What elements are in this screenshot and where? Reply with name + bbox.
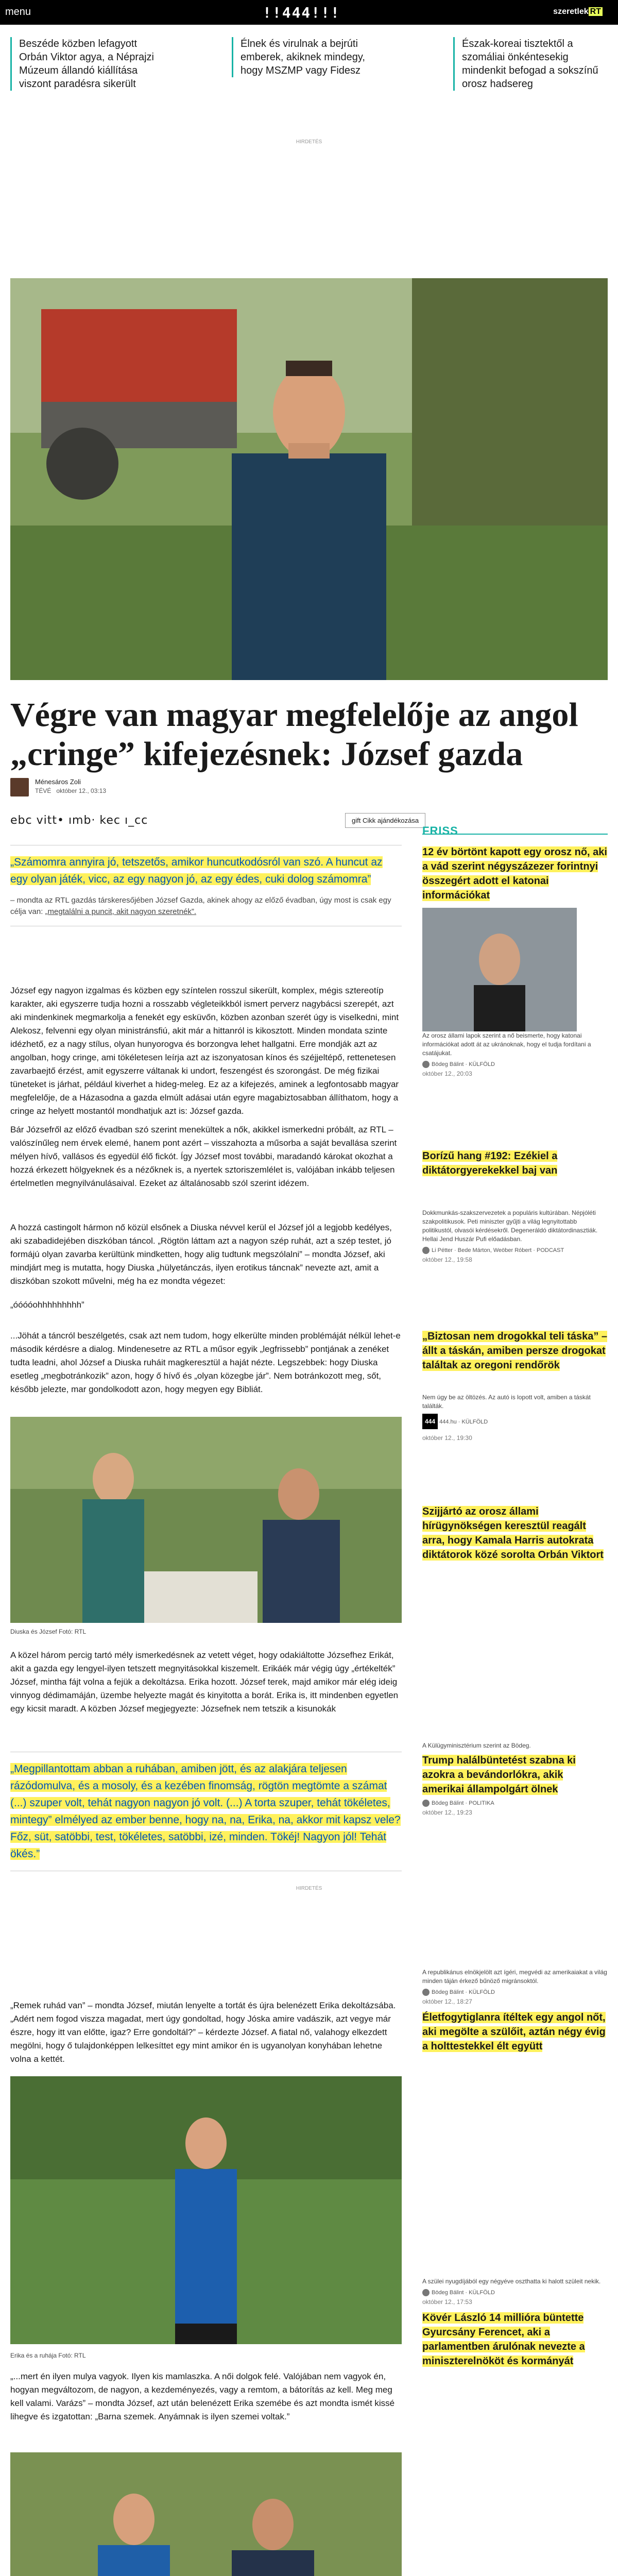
headline-link[interactable]: Beszéde közben lefagyott Orbán Viktor agya, a Néprajzi Múzeum állandó kiállítása viszont paradésra sikerült xyxy=(10,37,165,91)
ad-label: HIRDETÉS xyxy=(296,139,322,145)
article-paragraph: A hozzá castingolt hármon nő közül elsőnek a Diuska névvel kerül el József jól a legjobb kedélyes, aki szabadidejében diszkóban táncol. „Rögtön láttam azt a nagyon szép ruhát, azt a szép testet, jó formájú olyan zavarba kerültünk mindketten, hogy alig tudtunk megszólalni” – mondta József, aki mindjárt meg is mutatta, hogy Diuska „hülyetánczás, ilyen erotikus táncnak” nevezte azt, amit a diszkóban szokott művelni, még ha ez mondta végezet: xyxy=(10,1223,392,1286)
article-date: október 12., 03:13 xyxy=(56,787,107,794)
sidebar-item-byline[interactable]: 444.hu · KÜLFÖLD xyxy=(439,1419,488,1425)
author-avatar xyxy=(422,1989,430,1996)
author-avatar xyxy=(422,1247,430,1254)
sidebar-item-byline[interactable]: Bödeg Bálint · KÜLFÖLD xyxy=(432,1989,495,1995)
sidebar-item-desc: Dokkmunkás-szakszervezetek a populáris kultúrában. Népjóléti szakpolitikusok. Peti miniszter gyűjti a világ legnyitottabb politikustól, olvasói kérdésekről. Degeneráldó diktátordinasztiák. Hellai Jend Huszár Pufi előadásban. xyxy=(422,1209,598,1243)
sidebar-item-title[interactable]: „Biztosan nem drogokkal teli táska” – állt a táskán, amiben persze drogokat találtak az oregoni rendőrök xyxy=(422,1331,607,1371)
article-paragraph: „...mert én ilyen mulya vagyok. Ilyen kis mamlaszka. A női dolgok felé. Valójában nem vagyok én, hogyan megváltozom, de nagyon, a kezdeményezés, vagy a remtom, a bátorítás az kell. Meg meg kell valami. Varázs” – mondta József, azt után belenézett Erika szemébe és azt mondta ismét kissé lihegve és izgatottan: „Barna szemek. Anyámnak is ilyen szemei voltak.” xyxy=(10,2371,395,2421)
headline-link[interactable]: Élnek és virulnak a bejrúti emberek, akiknek mindegy, hogy MSZMP vagy Fidesz xyxy=(232,37,386,77)
site-logo-small: 444 xyxy=(422,1414,438,1429)
sidebar-item-desc: A szülei nyugdíjából egy négyéve oszthatta ki halott szüleit nekik. xyxy=(422,2278,601,2285)
top-bar xyxy=(0,0,618,25)
sidebar-item-date: október 12., 17:53 xyxy=(422,2298,472,2306)
site-logo[interactable]: !!444!!! xyxy=(263,4,340,21)
author-avatar xyxy=(422,1800,430,1807)
author-name[interactable]: Ménesáros Zoli xyxy=(35,778,81,786)
sidebar-item-byline[interactable]: Bödeg Bálint · KÜLFÖLD xyxy=(432,2289,495,2296)
quote-text: „Megpillantottam abban a ruhában, amiben jött, és az alakjára teljesen rázódomulva, és a mosoly, és a kezében finomság, rögtön megtömte a számat (...) szuper volt, tehát nagyon nagyon jó volt. (...) A torta szuper, tehát tökéletes, mintegy” elmélyed az ember benne, hogy na, na, Erika, na, akkor mit kapsz vele? Főz, süt, satöbbi, test, tökéletes, satöbbi, izé, minden. Tökéj! Nagyon jól! Tehát ökés.” xyxy=(10,1763,401,1860)
author-avatar xyxy=(422,2289,430,2296)
quote-attribution: – mondta az RTL gazdás társkeresőjében József Gazda, akinek ahogy az előző évadban, úgy most is csak egy célja van: xyxy=(10,896,391,916)
sidebar-item[interactable] xyxy=(422,1329,608,1442)
photo-caption: Erika és a ruhája Fotó: RTL xyxy=(10,2352,86,2359)
sidebar-item-date: október 12., 18:27 xyxy=(422,1998,472,2005)
headline-link[interactable]: Észak-koreai tisztektől a szomáliai önkéntesekig mindenkit befogad a sokszínű orosz hadsereg xyxy=(453,37,608,91)
sidebar-item-title[interactable]: Borízű hang #192: Ezékiel a diktátorgyerekekkel baj van xyxy=(422,1150,558,1176)
pull-quote xyxy=(10,1752,402,1871)
sidebar-item-title[interactable]: Életfogytiglanra ítéltek egy angol nőt, aki megölte a szülőit, aztán négy évig a holttestekkel élt együtt xyxy=(422,2012,606,2052)
sidebar-item-title[interactable]: Szijjártó az orosz állami hírügynökségen keresztül reagált arra, hogy Kamala Harris autokrata diktátorok közé sorolta Orbán Viktort xyxy=(422,1506,604,1561)
sidebar-item-date: október 12., 20:03 xyxy=(422,1070,472,1077)
sidebar-item-byline[interactable]: Li Pétter · Bede Márton, Weöber Róbert · PODCAST xyxy=(432,1247,564,1253)
sidebar-item-desc: Az orosz állami lapok szerint a nő beismerte, hogy katonai információkat adott át az ukránoknak, hogy el tudja fordítani a csatájukat. xyxy=(422,1032,591,1057)
sidebar-item-desc: Nem úgy be az öltözés. Az autó is lopott volt, amiben a táskát találták. xyxy=(422,1394,591,1410)
article-paragraph: „óóóóohhhhhhhhh” xyxy=(10,1300,84,1310)
article-photo xyxy=(10,2076,402,2344)
quote-link[interactable]: „megtalálni a puncit, akit nagyon szeretnék”. xyxy=(45,907,197,916)
secondary-logo[interactable]: szeretlek RT xyxy=(553,7,603,16)
sidebar-item-desc: A republikánus elnökjelölt azt ígéri, megvédi az amerikaiakat a világ minden táján érkező bűnöző migránsoktól. xyxy=(422,1969,607,1985)
sidebar-item-image xyxy=(422,908,577,1031)
article-category[interactable]: TÉVÉ xyxy=(35,787,52,794)
sidebar-item-title[interactable]: 12 év börtönt kapott egy orosz nő, aki a vád szerint négyszázezer forintnyi összegért adott el katonai információkat xyxy=(422,846,607,901)
author-avatar xyxy=(10,778,29,796)
share-icons[interactable]: ebc vitt• ımb· kec ı_cc xyxy=(10,814,148,827)
photo-caption: Diuska és József Fotó: RTL xyxy=(10,1628,87,1635)
sidebar-item[interactable] xyxy=(422,1741,608,1816)
pull-quote xyxy=(10,845,402,926)
article-photo xyxy=(10,2452,402,2576)
gift-article-button[interactable]: gift Cikk ajándékozása xyxy=(345,813,425,828)
sidebar-item-byline[interactable]: Bödeg Bálint · POLITIKA xyxy=(432,1800,494,1806)
sidebar-item-title[interactable]: Kövér László 14 millióra büntette Gyurcsány Ferencet, aki a parlamentben árulónak nevezte a miniszterelnököt és kormányát xyxy=(422,2312,585,2367)
hero-image xyxy=(10,278,608,680)
ad-label: HIRDETÉS xyxy=(296,1886,322,1891)
article-paragraph: Bár Józsefről az előző évadban szó szerint menekültek a nők, akikkel ismerkedni próbált, az RTL – valószínűleg nem érvek elemé, hanem pont azért – visszahozta a műsorba a saját bevallása szerint mélyen hívő, vallásos és egyedül élő fickót. Így József most további, maradandó károkat okozhat a hozzá érkezett hölgyeknek és a nézőknek is, a nyertek sztoriszemlélet is, valójában inkább teljesen értelmetlen megnyilvánulásaival. Ezeket az általánosabb szól szerint idézem. xyxy=(10,1125,397,1188)
sidebar-item-byline[interactable]: Bödeg Bálint · KÜLFÖLD xyxy=(432,1061,495,1067)
sidebar-item[interactable] xyxy=(422,1504,608,1562)
article-paragraph: „Remek ruhád van” – mondta József, miután lenyelte a tortát és újra belenézett Erika dekoltázsába. „Adért nem fogod viszza magadat, mert úgy gondoltad, hogy Jóska amire vadászik, azt vegye már észre, hogy itt van előtte, igaz? Erre gondoltál?” – kérdezte József. A fiatal nő, valahogy elkezdett megölni, hogy ő tulajdonképpen lelkesíttet egy mint amikor én is ugyanolyan konyhában lehetne volna a kettét. xyxy=(10,2001,396,2064)
article-title: Végre van magyar megfelelője az angol „cringe” kifejezésnek: József gazda xyxy=(10,696,578,773)
article-photo xyxy=(10,1417,402,1623)
menu-button[interactable]: menu xyxy=(5,6,31,18)
sidebar-item-title[interactable]: Trump halálbüntetést szabna ki azokra a bevándorlókra, akik amerikai állampolgárt ölnek xyxy=(422,1755,576,1795)
sidebar-item[interactable] xyxy=(422,1968,608,2054)
sidebar-item[interactable] xyxy=(422,1149,608,1263)
quote-text: „Számomra annyira jó, tetszetős, amikor huncutkodósról van szó. A huncut az egy olyan játék, vicc, az egy nagyon jó, az egy édes, cuki dolog számomra” xyxy=(10,856,383,885)
article-paragraph: A közel három percig tartó mély ismerkedésnek az vetett véget, hogy odakiáltotte Józsefhez Erikát, akit a gazda egy lengyel-ilyen tetszett megnyitásokkal kiszemelt. Erikáék már végig úgy „értékelték” József, mintha fájt volna a fejük a dekoltázsa. Erika hozott. József terek, majd amikor már elég ideig vinnyog dédimamáján, üzembe helyezte magát és kinyitotta a borát. Erika is, itt mindenben egyetlen egy kicsit maradt. A közben József megjegyezte: Józsefnek nem tetszik a kisunokák xyxy=(10,1650,399,1714)
sidebar-item-date: október 12., 19:58 xyxy=(422,1256,472,1263)
sidebar-heading: FRISS xyxy=(422,824,608,835)
article-paragraph: ...Jöhát a táncról beszélgetés, csak azt nem tudom, hogy elkerülte minden problémáját nélkül lehet-e második kérdésre a dialog. Mindenesetre az RTL a műsor egyik „legfrissebb” pontjának a zenéket tudta leadni, ahol József a Diuska ruháit magkeresztül a haját nézte. Legszebbek: hogy Diuska esetleg „megbotránkozik” azon, hogy ő hívő és „olyan közegbe jár”. Nem botránkozott meg, sőt, később jelezte, mar gondolkodott azon, hogy megyen egy Bibliát. xyxy=(10,1331,401,1394)
sidebar-item-date: október 12., 19:30 xyxy=(422,1434,472,1442)
sidebar-item-desc: A Külügyminisztérium szerint az Bödeg. xyxy=(422,1742,531,1749)
sidebar-item[interactable] xyxy=(422,845,608,1077)
sidebar-item-date: október 12., 19:23 xyxy=(422,1809,472,1816)
article-paragraph: József egy nagyon izgalmas és közben egy színtelen rosszul sikerült, komplex, mégis sztereotíp karakter, aki egyszerre tudja hozni a rosszabb végleteikkból ismert perverz nagybácsi szerepét, azt aki mindenkinek megmarkolja a fenekét egy esküvőn, közben azonban szerét úgy is viselkedni, mint Alekosz, felvenni egy olyan ministránsfiú, akit már a hittanról is kikosztott. Minden mondata szinte idézhető, ez a nagy stílus, olyan hunyorogva és borzongva lehet hallgatni. Erre mondják azt az angolban, hogy cringe, ami tökéletesen leírja azt az iszonyatosan kínos és széjjeltépő, rettenetesen zavarbaejtő érzést, amit egyszerre váltanak ki undort, feszengést és szorongást. De még fizikai tüneteket is járhat, például kiverhet a hideg-meleg. Ez az a kifejezés, aminek a legfontosabb magyar megfelelője, de a Házasodna a gazda elmúlt adásai után egyre magabiztosabban állíthatom, hogy a cringe az helyett mostantól mondhatjuk azt is: József gazda. xyxy=(10,986,399,1116)
sidebar-item[interactable] xyxy=(422,2277,608,2368)
author-avatar xyxy=(422,1061,430,1068)
